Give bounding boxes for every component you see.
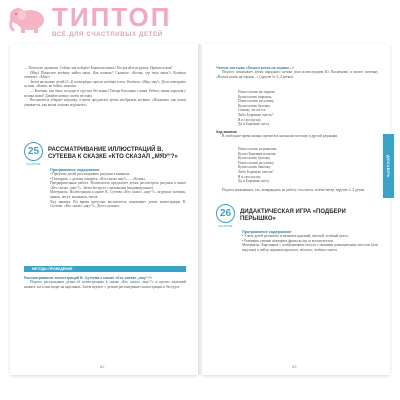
program-item: Материалы. Иллюстрации к книге В. Сутеева «Кто сказал „мяу“?», игрушки: котёнок, щенок, петух, мышонок, пчела. (50, 190, 186, 199)
lesson-header (216, 204, 382, 228)
intro-paragraph: Затем несколько детей (3–4) поочерёдно просят котёнка спеть. Котёнок: «Мяу, мяу!» Дети повторяют за ним. «Котик, не бойся, малыш». (24, 79, 186, 89)
closing-block (216, 188, 378, 193)
program-item: • Приучать детей рассматривать рисунки в книжках. (50, 172, 131, 176)
program-item: • Учить детей различать и называть красный, жёлтый, зелёный цвета. (242, 234, 349, 238)
program-item: • Поощрять, с детьми говорить. «Кто сказал мяу?» — «Котик». (50, 176, 147, 181)
elephant-icon (8, 4, 48, 34)
lesson-caption: ЗАНЯТИЕ (26, 162, 41, 166)
brand-title: ТИПТОП (52, 2, 172, 32)
verse-line: Купил котик булочку. (238, 103, 271, 108)
reading-intro: Педагог показывает детям нарядного котика (или иллюстрацию Ю. Васнецова) и читает потешку «Пошел котик на торжок...» (другие № 3–4 детям): (216, 70, 378, 79)
program-heading: Программное содержание (242, 230, 292, 234)
verse-block-2 (216, 147, 277, 184)
verse-line: Самому ли съесть (238, 108, 266, 113)
methods-bar: МЕТОДЫ ПРОВЕДЕНИЯ (24, 266, 186, 272)
right-page (202, 44, 390, 375)
verse-line: Я и сам укушу, (238, 174, 261, 179)
lesson-title: РАССМАТРИВАНИЕ ИЛЛЮСТРАЦИЙ В. СУТЕЕВА К СКАЗКЕ «КТО СКАЗАЛ „МЯУ“?» (48, 147, 178, 160)
verse-line: Либо Бореньке снесть? (238, 112, 274, 117)
page-number-right: 63 (292, 364, 297, 369)
verse-line: Пошел котик на улочку, (238, 99, 275, 104)
program-item: Предварительная работа. Воспитатель предлагает детям рассмотреть рисунки к книге «Кто сказал „мяу“?». Затем беседует с малышами (индивидуально). (50, 181, 186, 190)
reading-heading: Чтение потешки «Пошел котик на торжок...» (216, 66, 295, 70)
verse-line: Я и сам укушу, (238, 117, 261, 122)
intro-paragraph: — Потеплее оденемся. Сейчас мы пойдём! Какая кисонька? Потрогайте игрушку. Нравится вам? (24, 66, 173, 70)
intro-paragraph: Воспитатель убирает игрушку, а затем предлагает детям изобразить котёнка: «Покажите, как котик умывается, как котик ласково мурлычет». (24, 98, 186, 107)
verse-line: Купил котик пирожок, (238, 94, 273, 99)
verse-block-1 (216, 90, 275, 127)
program-item: Ход занятия. Во время прогулки воспитатель показывает детям иллюстрации В. Сутеева. «Кто сказал „мяу“?». Дети слушают. (50, 199, 186, 209)
closing-text: Педагог напоминает, что, возвращаясь на работу, эта газета, зелёно-ветер, вдругие 2–3 детям. (222, 188, 365, 192)
book-spread (0, 44, 400, 375)
verse-line: Пошел котик на рыночек, (238, 147, 278, 151)
method-text: Педагог рассказывает детям об иллюстрациях к сказке «Кто сказал „мяу“?» и просит малышей назвать, кого они видят на картинках. Затем педагог с детьми рассматривает иллюстрации и беседует. (24, 280, 186, 289)
brand-subtitle: ВСЁ ДЛЯ СЧАСТЛИВЫХ ДЕТЕЙ (52, 31, 163, 38)
program-item: • Развивать умение повторять фразы вслед за воспитателем. (242, 238, 334, 243)
reading-block (216, 66, 378, 79)
program-block (50, 168, 186, 209)
verse-line: Пошел котик на торжок, (238, 90, 276, 94)
lesson-number: 25 (24, 142, 43, 161)
intro-text (24, 66, 186, 107)
program-item: Материалы. Картонные с изображением петуха с пышным разноцветным хвостом (или игрушка) и набор перышек красного, жёлтого, зелёного цвета. (242, 243, 378, 252)
extra-text: В свободное время можно прочитать малышам потешку в другой редакции. (222, 134, 339, 138)
lesson-header (24, 142, 190, 166)
extra-block (216, 130, 378, 139)
month-side-tab: ДЕКАБРЬ (383, 134, 394, 198)
intro-paragraph: — Котёнок, как было холодно и грустно без мамы! Теперь Кисонька с нами. Ребята, какая хорошая у котика мама? Давайте котику споём песенку. (24, 88, 186, 98)
method-heading: Рассматривание иллюстраций В. Сутеева к сказке «Кто сказал „мяу“?» (24, 276, 152, 280)
program-block (242, 230, 378, 252)
lesson-caption: ЗАНЯТИЕ (218, 224, 233, 228)
brand-logo (8, 4, 171, 38)
verse-line: Либо Бореньке снести? (238, 169, 274, 174)
method-block (24, 276, 186, 289)
verse-line: Да и Бореньке снесу. (238, 179, 270, 184)
program-heading: Программное содержание (50, 168, 100, 172)
verse-line: Да и Бореньке снесу. (238, 122, 270, 127)
lesson-title: ДИДАКТИЧЕСКАЯ ИГРА «ПОДБЕРИ ПЕРЫШКО» (240, 209, 346, 222)
extra-heading: Ход занятия (216, 130, 237, 134)
lesson-number: 26 (216, 204, 235, 223)
verse-line: Пошел котик на улочку. (238, 160, 275, 165)
verse-line: Купил Бореньке калачик. (238, 151, 277, 156)
intro-paragraph: (Мяу) Помогите котёнку найти маму. Как позвать? Скажите: «Котик, где твоя мама?» Котёнок отвечает: «Мяу!» (24, 70, 186, 80)
left-page (10, 44, 198, 375)
page-number-left: 62 (100, 364, 105, 369)
verse-line: Купил котик баночку, (238, 165, 271, 170)
verse-line: Купил котик булочку, (238, 156, 271, 161)
